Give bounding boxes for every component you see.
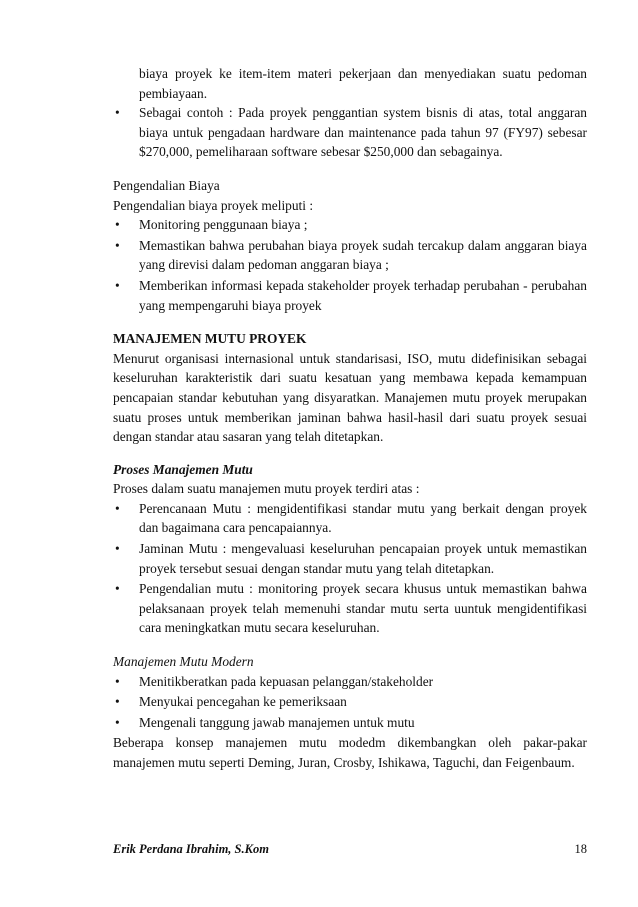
list-item-text: Menitikberatkan pada kepuasan pelanggan/stakeholder — [139, 673, 434, 689]
section-paragraph: Menurut organisasi internasional untuk standarisasi, ISO, mutu didefinisikan sebagai keseluruhan karakteristik dari suatu kesatuan yang membawa kepada kemampuan pencapaian standar kebutuhan yang disyaratkan. Manajemen mutu proyek merupakan suatu proses untuk memberikan jaminan bahwa hasil-hasil dari suatu proyek sesuai dengan standar atau sasaran yang telah ditetapkan. — [113, 350, 587, 445]
bullet-icon: • — [115, 500, 120, 516]
subsection-heading: Proses Manajemen Mutu — [113, 461, 253, 477]
list-item — [113, 103, 587, 162]
list-item — [113, 539, 587, 578]
bullet-icon: • — [115, 105, 120, 121]
list-item-text: Perencanaan Mutu : mengidentifikasi standar mutu yang berkait dengan proyek dan bagaimana cara pencapaiannya. — [139, 500, 587, 536]
proses-list — [113, 499, 587, 638]
list-item — [113, 672, 587, 692]
bullet-icon: • — [115, 694, 120, 710]
subsection-heading: Manajemen Mutu Modern — [113, 654, 254, 670]
modern-list — [113, 672, 587, 733]
list-item — [113, 499, 587, 538]
bullet-icon: • — [115, 673, 120, 689]
list-item — [113, 713, 587, 733]
section-heading: MANAJEMEN MUTU PROYEK — [113, 331, 307, 347]
bullet-icon: • — [115, 714, 120, 730]
bullet-icon: • — [115, 217, 120, 233]
list-item — [113, 276, 587, 315]
list-item-text: Jaminan Mutu : mengevaluasi keseluruhan pencapaian proyek untuk memastikan proyek tersebut sesuai dengan standar mutu yang telah ditetapkan. — [139, 541, 587, 576]
list-item — [113, 236, 587, 275]
section-paragraph: Beberapa konsep manajemen mutu modedm dikembangkan oleh pakar-pakar manajemen mutu seperti Deming, Juran, Crosby, Ishikawa, Taguchi, dan Feigenbaum. — [113, 735, 587, 770]
list-item-text: Menyukai pencegahan ke pemeriksaan — [139, 694, 347, 710]
footer-author: Erik Perdana Ibrahim, S.Kom — [113, 842, 269, 856]
bullet-icon: • — [115, 581, 120, 597]
section-lead: Pengendalian biaya proyek meliputi : — [113, 197, 314, 213]
list-item-text: Mengenali tanggung jawab manajemen untuk mutu — [139, 714, 415, 730]
list-item-text: Memastikan bahwa perubahan biaya proyek sudah tercakup dalam anggaran biaya yang direvisi dalam pedoman anggaran biaya ; — [139, 237, 587, 273]
list-item — [113, 692, 587, 712]
section-heading: Pengendalian Biaya — [113, 177, 220, 193]
page-footer — [113, 842, 587, 857]
bullet-icon: • — [115, 541, 120, 557]
list-item-text: Pengendalian mutu : monitoring proyek secara khusus untuk memastikan bahwa pelaksanaan proyek telah memenuhi standar mutu serta uuntuk mengidentifikasi cara meningkatkan mutu secara keseluruhan. — [139, 581, 587, 636]
pengendalian-list — [113, 215, 587, 315]
list-item — [113, 215, 587, 235]
continued-text: biaya proyek ke item-item materi pekerjaan dan menyediakan suatu pedoman pembiayaan. — [139, 66, 587, 101]
list-item-text: Monitoring penggunaan biaya ; — [139, 217, 308, 233]
page-number: 18 — [574, 842, 587, 856]
page-content — [113, 64, 587, 773]
bullet-icon: • — [115, 277, 120, 293]
list-item — [113, 579, 587, 638]
bullet-icon: • — [115, 237, 120, 253]
intro-list — [113, 103, 587, 162]
list-item-text: Sebagai contoh : Pada proyek penggantian system bisnis di atas, total anggaran biaya untuk pengadaan hardware dan maintenance pada tahun 97 (FY97) sebesar $270,000, pemeliharaan software sebesar $250,000 dan sebagainya. — [139, 105, 587, 160]
list-item-text: Memberikan informasi kepada stakeholder proyek terhadap perubahan - perubahan yang mempengaruhi biaya proyek — [139, 277, 587, 313]
section-lead: Proses dalam suatu manajemen mutu proyek terdiri atas : — [113, 481, 420, 497]
